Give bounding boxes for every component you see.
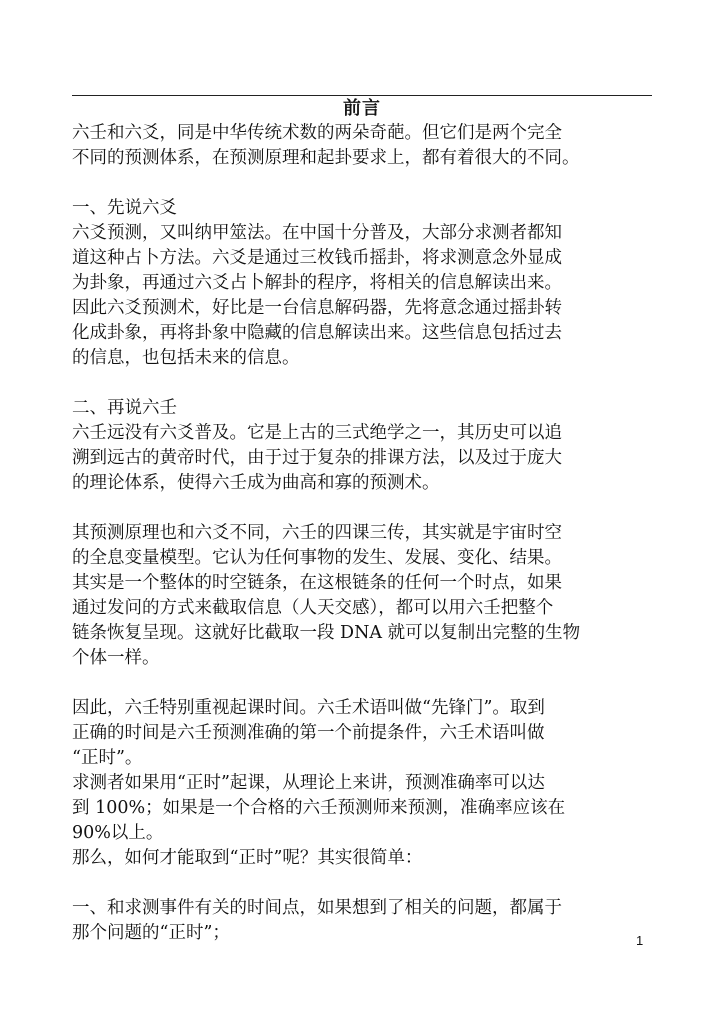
- text-line: 链条恢复呈现。这就好比截取一段 DNA 就可以复制出完整的生物: [72, 623, 581, 643]
- text-line: 六壬和六爻，同是中华传统术数的两朵奇葩。但它们是两个完全: [72, 123, 562, 143]
- text-line: 一、和求测事件有关的时间点，如果想到了相关的问题，都属于: [72, 898, 562, 918]
- text-line: 正确的时间是六壬预测准确的第一个前提条件，六壬术语叫做: [72, 723, 545, 743]
- document-body: [72, 121, 654, 946]
- page-number: 1: [636, 933, 644, 948]
- header-rule: [72, 95, 652, 96]
- text-line: 因此六爻预测术，好比是一台信息解码器，先将意念通过摇卦转: [72, 298, 562, 318]
- paragraph-gap: [72, 171, 654, 196]
- text-line: 到 100%；如果是一个合格的六壬预测师来预测，准确率应该在: [72, 798, 566, 818]
- paragraph-gap: [72, 671, 654, 696]
- text-line: 其预测原理也和六爻不同，六壬的四课三传，其实就是宇宙时空: [72, 523, 562, 543]
- text-line: 的全息变量模型。它认为任何事物的发生、发展、变化、结果。: [72, 548, 562, 568]
- paragraph-gap: [72, 371, 654, 396]
- text-line: 六壬远没有六爻普及。它是上古的三式绝学之一，其历史可以追: [72, 423, 562, 443]
- text-line: 为卦象，再通过六爻占卜解卦的程序，将相关的信息解读出来。: [72, 273, 562, 293]
- text-line: 化成卦象，再将卦象中隐藏的信息解读出来。这些信息包括过去: [72, 323, 562, 343]
- text-line: 求测者如果用“正时”起课，从理论上来讲，预测准确率可以达: [72, 773, 545, 793]
- text-line: 因此，六壬特别重视起课时间。六壬术语叫做“先锋门”。取到: [72, 698, 545, 718]
- text-line: 六爻预测，又叫纳甲筮法。在中国十分普及，大部分求测者都知: [72, 223, 562, 243]
- section-heading: 一、先说六爻: [72, 198, 177, 218]
- text-line: 的信息，也包括未来的信息。: [72, 348, 300, 368]
- paragraph-gap: [72, 871, 654, 896]
- text-line: 那个问题的“正时”；: [72, 923, 230, 943]
- text-line: “正时”。: [72, 748, 143, 768]
- text-line: 90%以上。: [72, 823, 164, 843]
- page-title: 前言: [343, 98, 381, 119]
- text-line: 道这种占卜方法。六爻是通过三枚钱币摇卦，将求测意念外显成: [72, 248, 562, 268]
- paragraph-gap: [72, 496, 654, 521]
- text-line: 溯到远古的黄帝时代，由于过于复杂的排课方法，以及过于庞大: [72, 448, 562, 468]
- text-line: 那么，如何才能取到“正时”呢？其实很简单：: [72, 848, 423, 868]
- text-line: 个体一样。: [72, 648, 160, 668]
- text-line: 其实是一个整体的时空链条，在这根链条的任何一个时点，如果: [72, 573, 562, 593]
- text-line: 不同的预测体系，在预测原理和起卦要求上，都有着很大的不同。: [72, 148, 580, 168]
- text-line: 的理论体系，使得六壬成为曲高和寡的预测术。: [72, 473, 440, 493]
- text-line: 通过发问的方式来截取信息（人天交感），都可以用六壬把整个: [72, 598, 554, 618]
- section-heading: 二、再说六壬: [72, 398, 177, 418]
